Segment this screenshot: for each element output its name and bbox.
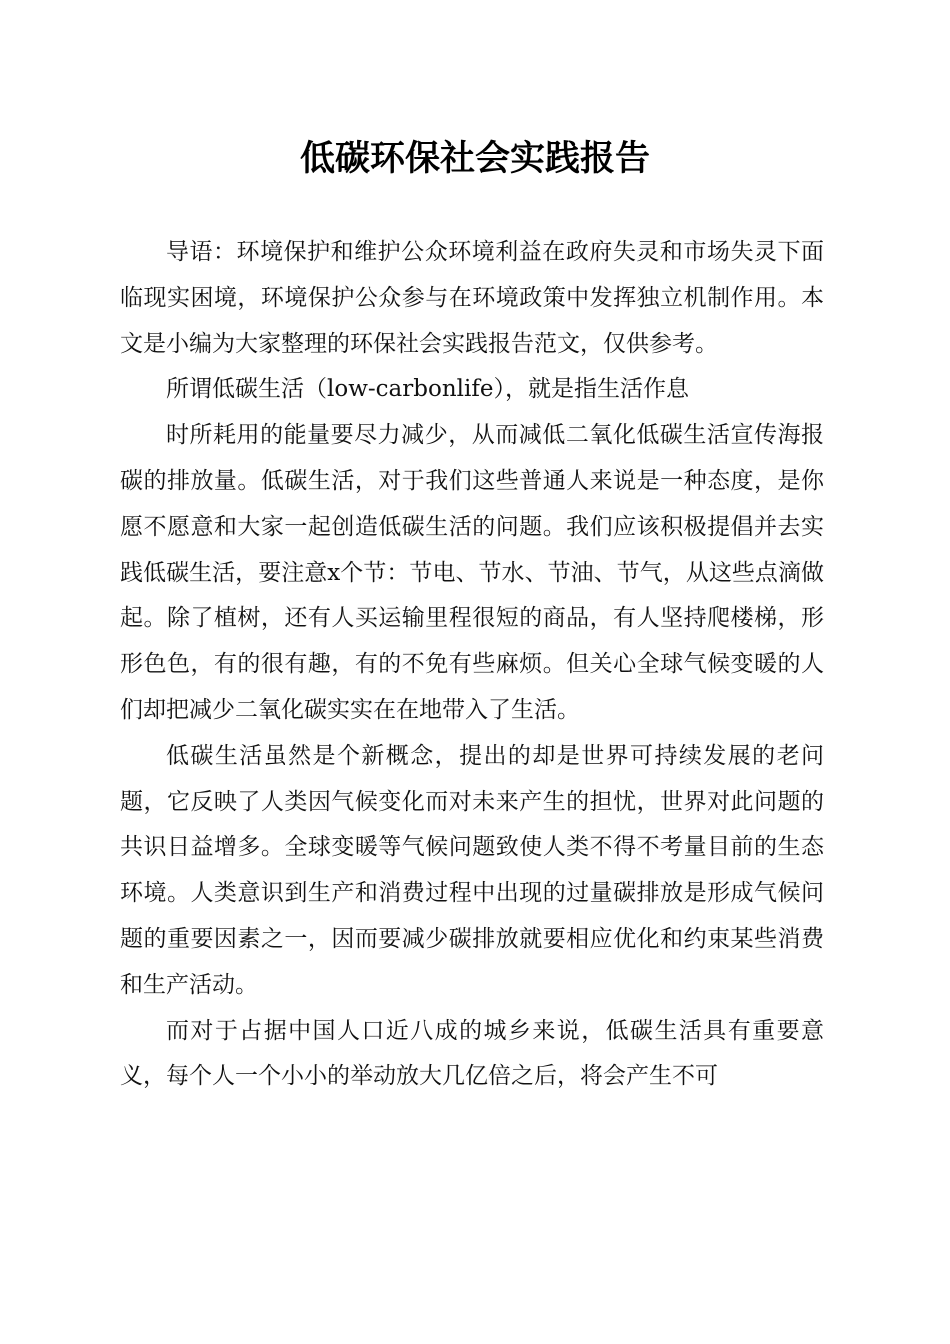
paragraph-urban-rural: 而对于占据中国人口近八成的城乡来说，低碳生活具有重要意义，每个人一个小小的举动放大几亿倍之后，将会产生不可	[120, 1017, 824, 1090]
paragraph-intro: 导语：环境保护和维护公众环境利益在政府失灵和市场失灵下面临现实困境，环境保护公众参与在环境政策中发挥独立机制作用。本文是小编为大家整理的环保社会实践报告范文，仅供参考。	[120, 239, 824, 357]
paragraph-definition: 所谓低碳生活（low-carbonlife），就是指生活作息	[166, 376, 689, 403]
paragraph-new-concept: 低碳生活虽然是个新概念，提出的却是世界可持续发展的老问题，它反映了人类因气候变化而对未来产生的担忧，世界对此问题的共识日益增多。全球变暖等气候问题致使人类不得不考量目前的生态环境。人类意识到生产和消费过程中出现的过量碳排放是形成气候问题的重要因素之一，因而要减少碳排放就要相应优化和约束某些消费和生产活动。	[120, 742, 824, 998]
document-body	[120, 230, 824, 1100]
paragraph-low-carbon-life: 时所耗用的能量要尽力减少，从而减低二氧化低碳生活宣传海报碳的排放量。低碳生活，对于我们这些普通人来说是一种态度，是你愿不愿意和大家一起创造低碳生活的问题。我们应该积极提倡并去实践低碳生活，要注意x个节：节电、节水、节油、节气，从这些点滴做起。除了植树，还有人买运输里程很短的商品，有人坚持爬楼梯，形形色色，有的很有趣，有的不免有些麻烦。但关心全球气候变暖的人们却把减少二氧化碳实实在在地带入了生活。	[120, 422, 824, 723]
document-title: 低碳环保社会实践报告	[299, 138, 650, 179]
